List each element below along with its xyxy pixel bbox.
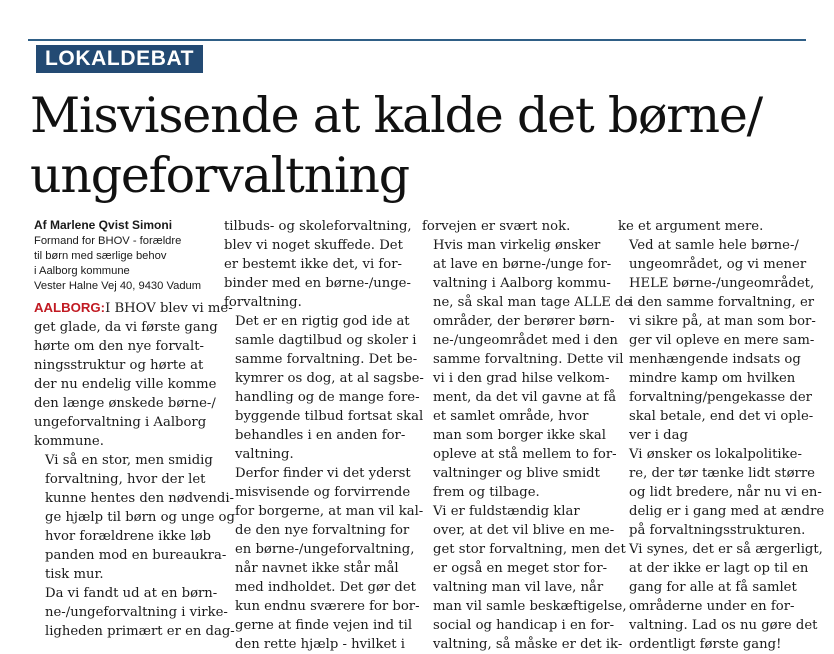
text-line: social og handicap i en for- (433, 618, 615, 633)
text-line: ungeforvaltning i Aalborg (34, 415, 207, 430)
text-line: Vi er fuldstændig klar (433, 504, 580, 519)
text-line: man vil samle beskæftigelse, (433, 599, 627, 614)
text-line: valtning. (235, 447, 294, 462)
text-line: områder, der berører børn- (433, 314, 615, 329)
paragraph (34, 451, 235, 584)
text-line: forvaltning. (224, 295, 302, 310)
text-line: kun endnu sværere for bor- (235, 599, 420, 614)
text-line: der nu endelig ville komme (34, 377, 217, 392)
text-line: områderne under en for- (629, 599, 795, 614)
text-line: forvaltning, hvor der let (45, 472, 206, 487)
author-info-line: til børn med særlige behov (34, 250, 167, 262)
text-line: Derfor finder vi det yderst (235, 466, 411, 481)
text-line-rest: I BHOV blev vi me- (105, 301, 233, 316)
text-line: valtninger og blive smidt (433, 466, 600, 481)
paragraph (422, 502, 627, 654)
paragraph (618, 445, 825, 654)
text-line: menhængende indsats og (629, 352, 801, 367)
text-line: forvaltning/pengekasse der (629, 390, 812, 405)
text-line: misvisende og forvirrende (235, 485, 411, 500)
text-line: binder med en børne-/unge- (224, 276, 411, 291)
text-line: gerne at finde vejen ind til (235, 618, 413, 633)
text-line: blev vi noget skuffede. Det (224, 238, 403, 253)
dateline: AALBORG: (34, 300, 106, 315)
text-line: at lave en børne-/unge for- (433, 257, 612, 272)
text-line: ver i dag (629, 428, 688, 443)
text-line: mindre kamp om hvilken (629, 371, 796, 386)
text-line: i den samme forvaltning, er (629, 295, 815, 310)
text-line: ment, da det vil gavne at få (433, 390, 617, 405)
text-line: byggende tilbud fortsat skal (235, 409, 424, 424)
text-line: ge hjælp til børn og unge og (45, 510, 235, 525)
text-line: over, at det vil blive en me- (433, 523, 615, 538)
text-line: den rette hjælp - hvilket i (235, 637, 405, 652)
text-line: samme forvaltning. Det be- (235, 352, 418, 367)
column-body (224, 217, 424, 654)
headline (30, 86, 810, 206)
text-line: valtning, så måske er det ik- (433, 637, 623, 652)
text-line: get glade, da vi første gang (34, 320, 218, 335)
text-line: opleve at stå mellem to for- (433, 447, 617, 462)
text-line: ne-/ungeforvaltning i virke- (45, 605, 228, 620)
text-line: kymrer os dog, at al sagsbe- (235, 371, 424, 386)
text-line: hvor forældrene ikke løb (45, 529, 211, 544)
text-line: på forvaltningsstrukturen. (629, 523, 806, 538)
text-line: for borgerne, at man vil kal- (235, 504, 424, 519)
text-line: forvejen er svært nok. (422, 219, 571, 234)
paragraph (422, 236, 632, 502)
text-line: er også en meget stor for- (433, 561, 608, 576)
paragraph (618, 217, 796, 236)
text-line: hørte om den nye forvalt- (34, 339, 204, 354)
text-line: Da vi fandt ud at en børn- (45, 586, 218, 601)
text-line: ordentligt første gang! (629, 637, 782, 652)
text-line: valtning i Aalborg kommu- (433, 276, 611, 291)
text-line: ne, så skal man tage ALLE de (433, 295, 632, 310)
text-line: valtning man vil lave, når (433, 580, 604, 595)
headline-line: ungeforvaltning (30, 147, 409, 204)
text-line: ungeområdet, og vi mener (629, 257, 807, 272)
byline (34, 217, 212, 294)
text-line: kunne hentes den nødvendi- (45, 491, 234, 506)
text-line: vi sikre på, at man som bor- (629, 314, 816, 329)
top-rule (28, 39, 806, 41)
text-line: ne-/ungeområdet med i den (433, 333, 618, 348)
text-line: frem og tilbage. (433, 485, 540, 500)
paragraph (224, 312, 424, 464)
text-line: behandles i en anden for- (235, 428, 406, 443)
text-line: en børne-/ungeforvaltning, (235, 542, 415, 557)
text-line: når navnet ikke står mål (235, 561, 399, 576)
text-line: tisk mur. (45, 567, 104, 582)
paragraph (618, 236, 816, 445)
text-line: samme forvaltning. Dette vil (433, 352, 624, 367)
column-4 (618, 217, 825, 654)
text-line: Det er en rigtig god ide at (235, 314, 410, 329)
text-line: re, der tør tænke lidt større (629, 466, 815, 481)
column-3 (422, 217, 632, 654)
text-line: delig er i gang med at ændre (629, 504, 825, 519)
text-line: man som borger ikke skal (433, 428, 606, 443)
text-line (34, 298, 233, 318)
paragraph (34, 584, 235, 641)
paragraph (224, 217, 412, 312)
author-info (34, 234, 212, 294)
text-line: Vi så en stor, men smidig (45, 453, 213, 468)
text-line: de den nye forvaltning for (235, 523, 410, 538)
text-line: med indholdet. Det gør det (235, 580, 416, 595)
text-line: og lidt bredere, når nu vi en- (629, 485, 822, 500)
author-name: Af Marlene Qvist Simoni (34, 218, 173, 232)
author-info-line: i Aalborg kommune (34, 265, 130, 277)
text-line: et samlet område, hvor (433, 409, 589, 424)
paragraph (224, 464, 424, 654)
text-line: Vi ønsker os lokalpolitike- (629, 447, 802, 462)
column-body (422, 217, 632, 654)
text-line: Vi synes, det er så ærgerligt, (629, 542, 823, 557)
text-line: er bestemt ikke det, vi for- (224, 257, 402, 272)
text-line: ger vil opleve en mere sam- (629, 333, 815, 348)
text-line: handling og de mange fore- (235, 390, 420, 405)
section-label: LOKALDEBAT (36, 45, 203, 73)
text-line: panden mod en bureaukra- (45, 548, 227, 563)
text-line: skal betale, end det vi ople- (629, 409, 814, 424)
paragraph (34, 298, 233, 451)
text-line: gang for alle at få samlet (629, 580, 797, 595)
text-line: at der ikke er lagt op til en (629, 561, 809, 576)
column-1 (34, 217, 235, 641)
headline-line: Misvisende at kalde det børne/ (30, 87, 762, 144)
text-line: ligheden primært er en dag- (45, 624, 235, 639)
text-line: ke et argument mere. (618, 219, 764, 234)
text-line: get stor forvaltning, men det (433, 542, 626, 557)
paragraph (422, 217, 600, 236)
text-line: ningsstruktur og hørte at (34, 358, 204, 373)
text-line: den længe ønskede børne-/ (34, 396, 216, 411)
column-2 (224, 217, 424, 654)
author-info-line: Vester Halne Vej 40, 9430 Vadum (34, 280, 202, 292)
text-line: tilbuds- og skoleforvaltning, (224, 219, 412, 234)
text-line: HELE børne-/ungeområdet, (629, 276, 815, 291)
author-info-line: Formand for BHOV - forældre (34, 235, 182, 247)
text-line: Hvis man virkelig ønsker (433, 238, 601, 253)
text-line: Ved at samle hele børne-/ (629, 238, 799, 253)
text-line: kommune. (34, 434, 104, 449)
text-line: samle dagtilbud og skoler i (235, 333, 417, 348)
text-line: valtning. Lad os nu gøre det (629, 618, 818, 633)
text-line: vi i den grad hilse velkom- (433, 371, 610, 386)
column-body (34, 298, 235, 641)
column-body (618, 217, 825, 654)
